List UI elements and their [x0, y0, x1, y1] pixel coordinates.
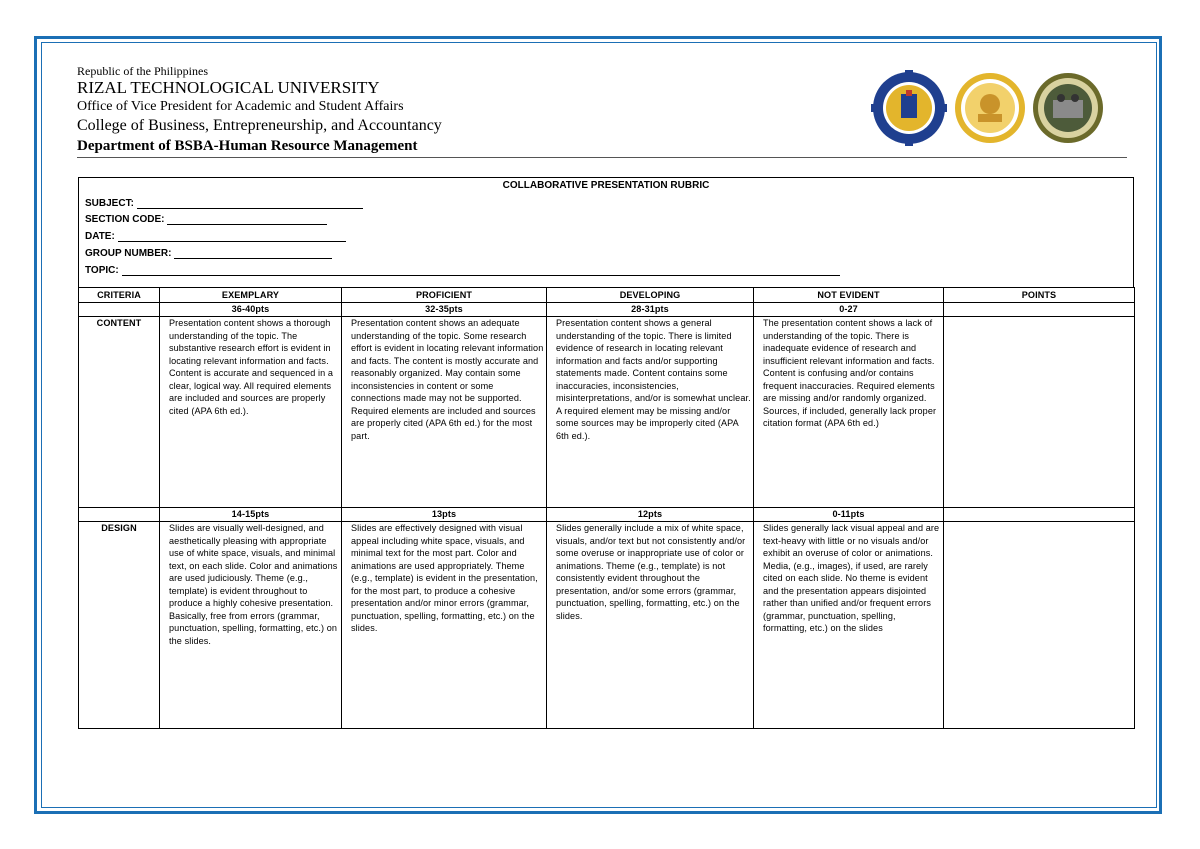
points-range: 14-15pts: [160, 508, 342, 522]
content-points-cell[interactable]: [944, 317, 1135, 508]
rubric-description: Presentation content shows a thorough understanding of the topic. The substantive research effort is evident in locating relevant information and facts. Content is accurate and sequenced in a clear, logical way. All required elements are included and sources are properly cited (APA 6th ed.).: [160, 317, 342, 508]
col-points: POINTS: [944, 288, 1135, 303]
design-points-cell[interactable]: [944, 522, 1135, 729]
rubric-description: Presentation content shows an adequate understanding of the topic. Some research effort is evident in locating relevant information and facts. The content is mostly accurate and reasonably organized. May contain some inconsistencies in content or some connections made may not be supported. Required elements are included and sources are properly cited (APA 6th ed.) for the most part.: [342, 317, 547, 508]
section-code-label: SECTION CODE:: [85, 214, 165, 225]
points-range: 28-31pts: [547, 303, 754, 317]
content-row: [79, 317, 1135, 508]
rubric-description: Presentation content shows a general understanding of the topic. There is limited evidence of research in locating relevant information and facts and/or supporting statements made. Content contains some inaccuracies, inconsistencies, misinterpretations, and/or is somewhat unclear. A required element may be missing and/or some sources may be improperly cited (APA 6th ed.).: [547, 317, 754, 508]
rubric-description: Slides are effectively designed with visual appeal including white space, visuals, and minimal text for the most part. Color and animations are used appropriately. Theme (e.g., template) is evident in the presentation, for the most part, to produce a cohesive presentation and/or minor errors (grammar, punctuation, spelling, formatting, etc.) on the slides.: [342, 522, 547, 729]
points-range: 32-35pts: [342, 303, 547, 317]
criterion-label: CONTENT: [79, 317, 160, 508]
header-row: [79, 288, 1135, 303]
college-seal-icon: [953, 70, 1027, 146]
section-code-field[interactable]: [85, 214, 327, 225]
design-points-row: [79, 508, 1135, 522]
rubric-description: Slides are visually well-designed, and aesthetically pleasing with appropriate use of white space, visuals, and minimal text, on each slide. Color and animations are used judiciously. Theme (e.g., template) is evident throughout to produce a highly cohesive presentation. Basically, free from errors (grammar, punctuation, spelling, formatting, etc.) on the slides.: [160, 522, 342, 729]
points-range: 0-11pts: [754, 508, 944, 522]
university-name: RIZAL TECHNOLOGICAL UNIVERSITY: [77, 78, 380, 97]
rubric-description: Slides generally include a mix of white space, visuals, and/or text but not consistently and/or some overuse or inappropriate use of color or animations. Theme (e.g., template) is not consistently evident throughout the presentation, and/or some errors (grammar, punctuation, spelling, formatting, etc.) on the slides.: [547, 522, 754, 729]
subject-label: SUBJECT:: [85, 198, 134, 209]
col-criteria: CRITERIA: [79, 288, 160, 303]
college-name: College of Business, Entrepreneurship, and Accountancy: [77, 117, 442, 134]
rubric-form-header: [78, 177, 1134, 287]
department-name: Department of BSBA-Human Resource Management: [77, 138, 418, 154]
rubric-description: The presentation content shows a lack of understanding of the topic. There is inadequate evidence of research and insufficient relevant information and facts. Content is confusing and/or contains frequent inaccuracies. Required elements are missing and/or randomly organized. Sources, if included, generally lack proper citation format (APA 6th ed.): [754, 317, 944, 508]
points-range: 0-27: [754, 303, 944, 317]
points-range: 36-40pts: [160, 303, 342, 317]
header-divider: [77, 157, 1127, 158]
rubric-description: Slides generally lack visual appeal and are text-heavy with little or no visuals and/or exhibit an overuse of color or animations. Media, (e.g., images), if used, are rarely cited on each slide. No theme is evident and the presentation appears disjointed rather than unified and/or frequent errors (grammar, punctuation, spelling, formatting, etc.) on the slides: [754, 522, 944, 729]
department-seal-icon: [1031, 70, 1105, 146]
rubric-title: COLLABORATIVE PRESENTATION RUBRIC: [502, 180, 710, 191]
criterion-label: DESIGN: [79, 522, 160, 729]
group-number-field[interactable]: [85, 248, 332, 259]
university-seal-icon: [868, 70, 950, 146]
topic-label: TOPIC:: [85, 265, 119, 276]
group-number-label: GROUP NUMBER:: [85, 248, 172, 259]
points-range: 13pts: [342, 508, 547, 522]
col-developing: DEVELOPING: [547, 288, 754, 303]
topic-field[interactable]: [85, 265, 840, 276]
col-not-evident: NOT EVIDENT: [754, 288, 944, 303]
col-proficient: PROFICIENT: [342, 288, 547, 303]
points-range: 12pts: [547, 508, 754, 522]
office-name: Office of Vice President for Academic and Student Affairs: [77, 99, 404, 114]
col-exemplary: EXEMPLARY: [160, 288, 342, 303]
rubric-table: [78, 287, 1135, 729]
design-row: [79, 522, 1135, 729]
letterhead: [77, 64, 442, 156]
subject-field[interactable]: [85, 198, 363, 209]
date-label: DATE:: [85, 231, 115, 242]
content-points-row: [79, 303, 1135, 317]
republic-line: Republic of the Philippines: [77, 64, 208, 78]
date-field[interactable]: [85, 231, 346, 242]
